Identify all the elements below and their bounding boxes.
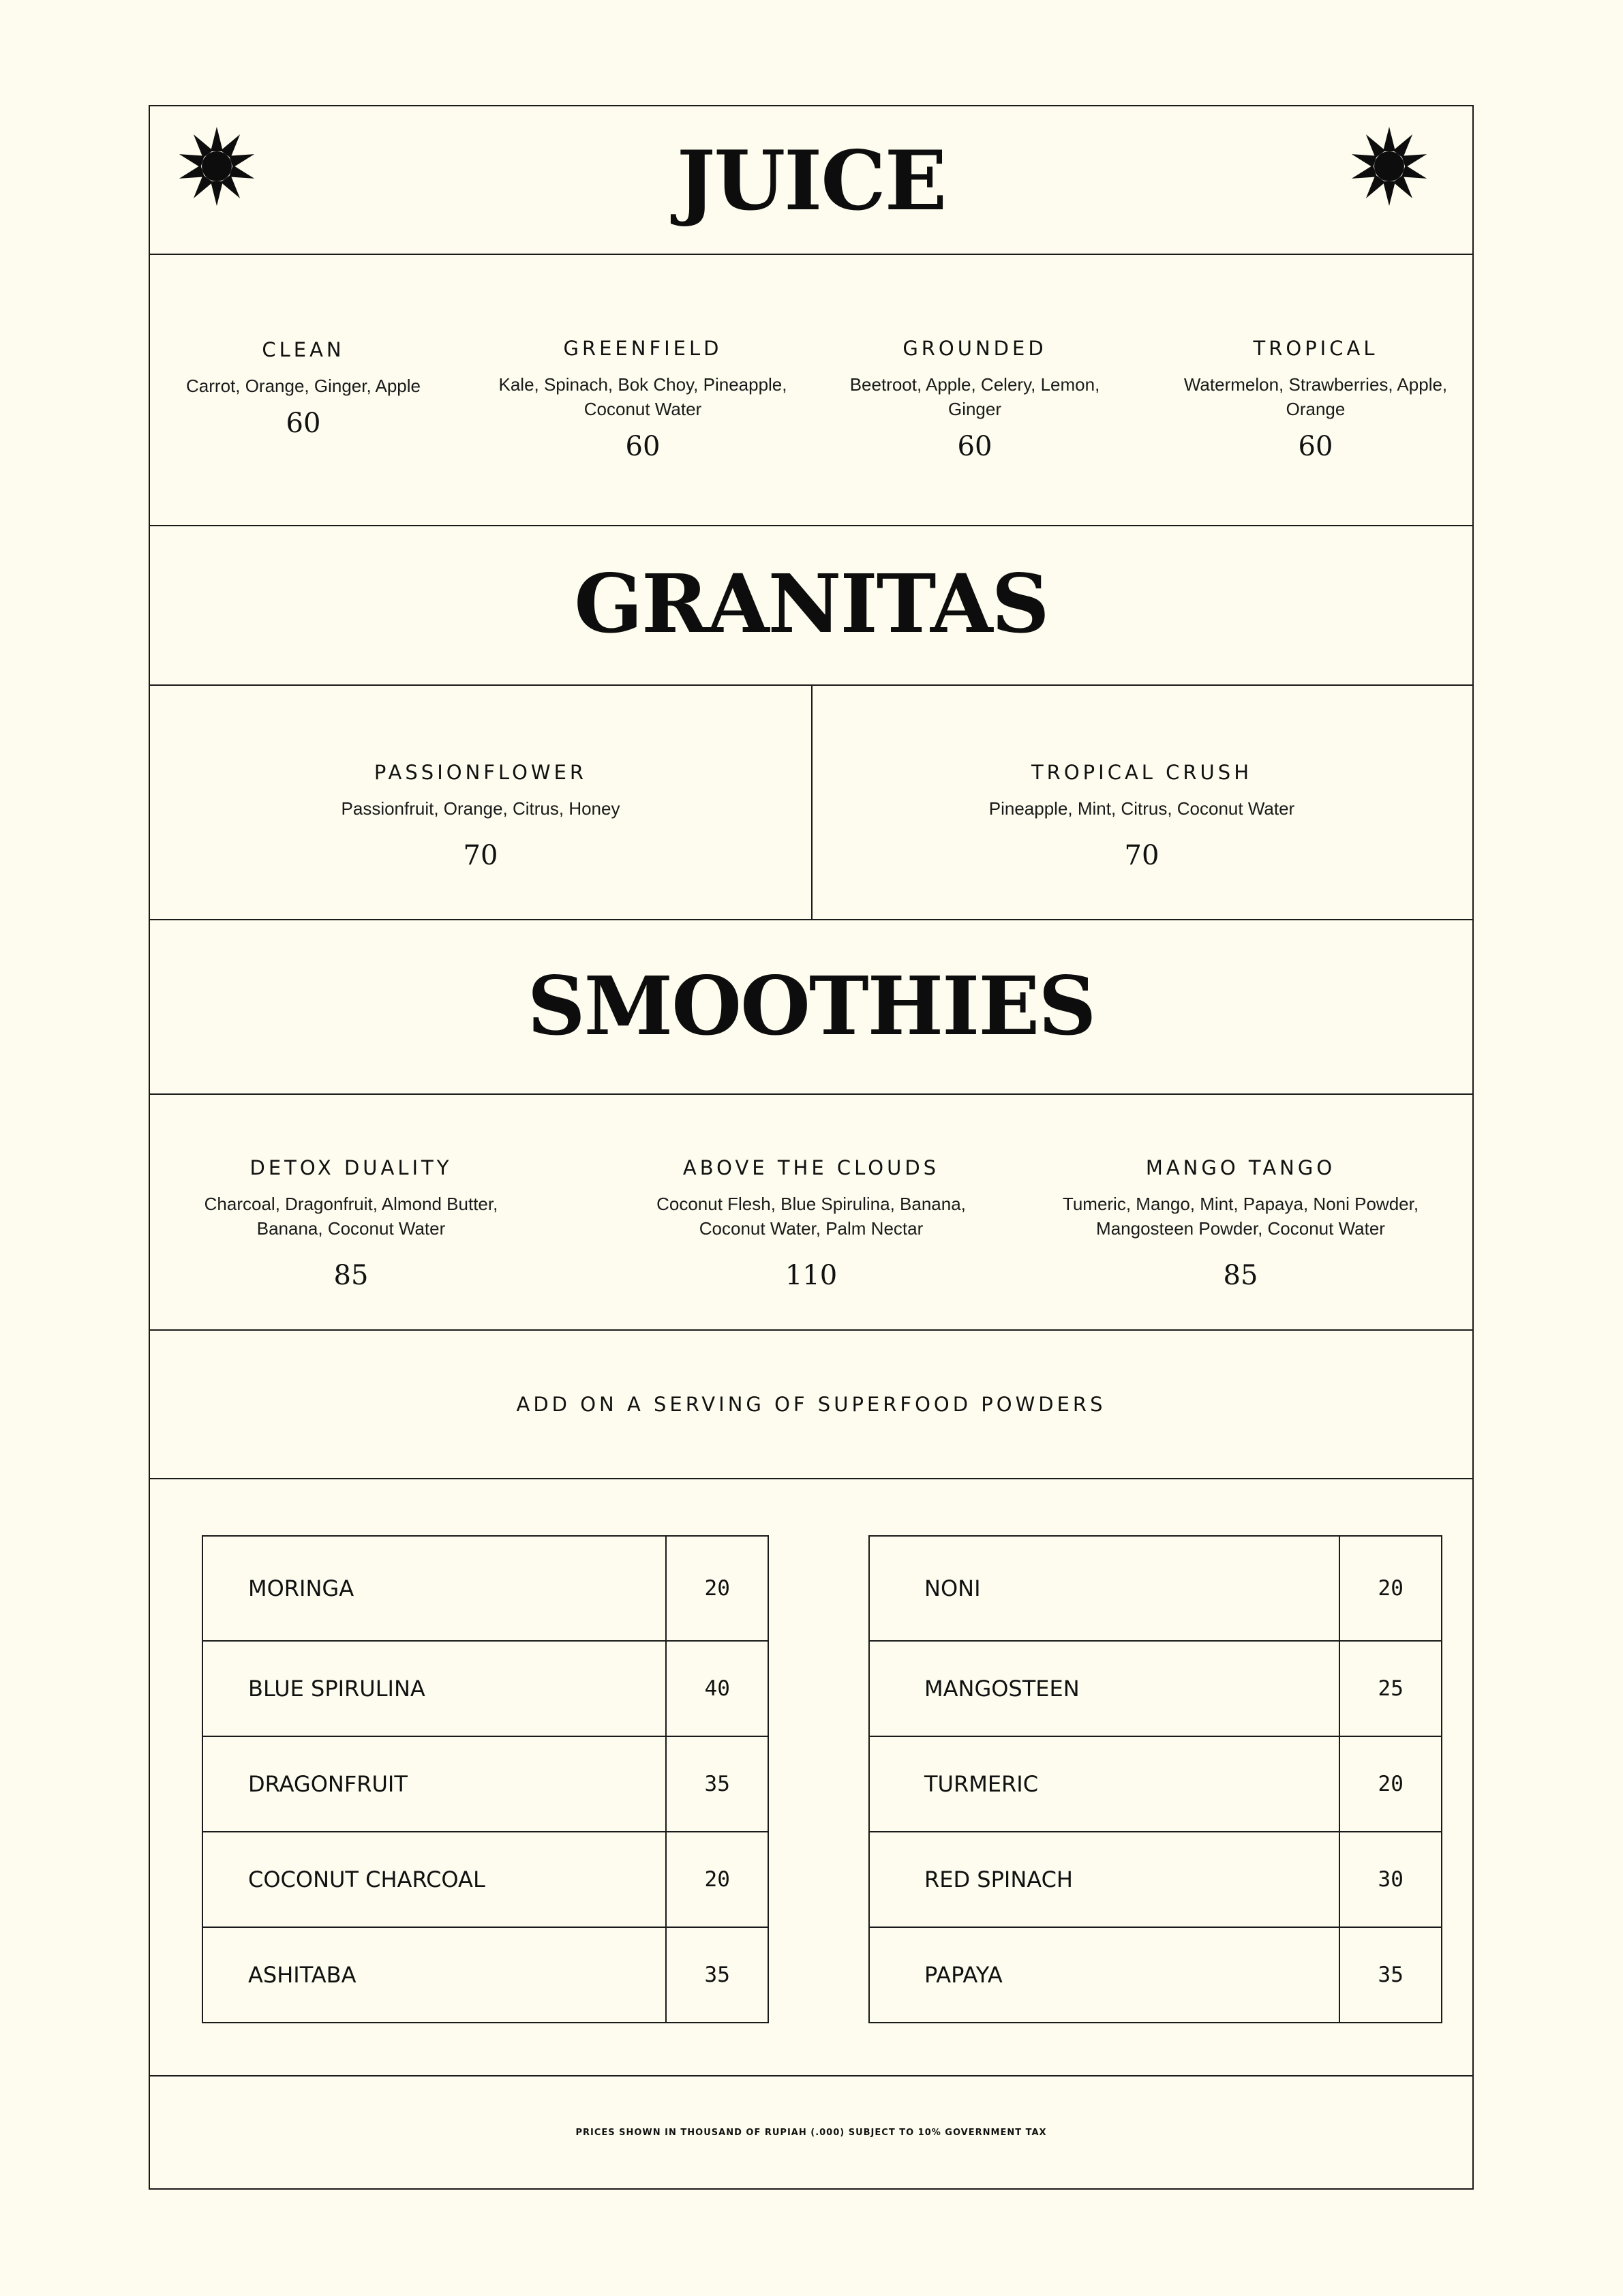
item-price: 85 [1223,1260,1258,1291]
powder-price: 25 [1339,1641,1442,1736]
table-row [869,1641,1442,1736]
tax-note: PRICES SHOWN IN THOUSAND OF RUPIAH (.000) SUBJECT TO 10% GOVERNMENT TAX [575,2128,1047,2138]
powders-table-right [868,1535,1442,2023]
powder-price: 35 [1339,1927,1442,2023]
item-name: DETOX DUALITY [249,1156,453,1179]
item-description: Tumeric, Mango, Mint, Papaya, Noni Powder, Mangosteen Powder, Coconut Water [1062,1194,1419,1239]
item-name: MANGO TANGO [1145,1156,1336,1179]
item-name: TROPICAL [1253,337,1378,360]
juice-items [150,255,1472,526]
powder-price: 20 [1339,1536,1442,1641]
powder-price: 20 [1339,1736,1442,1832]
addon-heading-band [150,1331,1472,1479]
table-row [869,1927,1442,2023]
smoothies-title: SMOOTHIES [527,958,1095,1053]
item-description: Coconut Flesh, Blue Spirulina, Banana, Coconut Water, Palm Nectar [656,1194,966,1239]
powder-price: 20 [666,1832,768,1927]
item-name: CLEAN [262,338,345,361]
item-price: 70 [1124,840,1159,871]
powder-price: 35 [666,1927,768,2023]
table-row [869,1536,1442,1641]
menu-frame [149,105,1474,2190]
smoothies-items [150,1095,1472,1331]
powder-name: ASHITABA [202,1927,666,2023]
table-row [202,1736,768,1832]
footer-band [150,2076,1472,2189]
table-row [202,1536,768,1641]
juice-title: JUICE [676,133,946,229]
item-price: 60 [1298,431,1333,462]
powders-band [150,1479,1472,2076]
menu-item [641,1156,982,1291]
item-name: GREENFIELD [563,337,723,360]
item-description: Watermelon, Strawberries, Apple, Orange [1183,374,1448,419]
table-row [869,1832,1442,1927]
powder-price: 20 [666,1536,768,1641]
powder-name: RED SPINACH [869,1832,1339,1927]
menu-item [184,1156,518,1291]
column-divider [811,686,813,919]
powder-name: DRAGONFRUIT [202,1736,666,1832]
granitas-title: GRANITAS [574,556,1048,651]
item-description: Carrot, Orange, Ginger, Apple [186,376,421,396]
addon-heading: ADD ON A SERVING OF SUPERFOOD POWDERS [516,1393,1106,1416]
powder-price: 30 [1339,1832,1442,1927]
item-description: Charcoal, Dragonfruit, Almond Butter, Banana, Coconut Water [204,1194,498,1239]
item-name: PASSIONFLOWER [374,761,588,784]
item-price: 85 [333,1260,369,1291]
table-row [202,1832,768,1927]
menu-item [1172,337,1459,462]
sun-icon [1348,125,1430,207]
item-name: GROUNDED [902,337,1047,360]
powder-name: MANGOSTEEN [869,1641,1339,1736]
item-price: 60 [957,431,992,462]
smoothies-header [150,920,1472,1095]
powder-name: MORINGA [202,1536,666,1641]
powder-name: TURMERIC [869,1736,1339,1832]
item-description: Pineapple, Mint, Citrus, Coconut Water [988,798,1295,819]
item-description: Kale, Spinach, Bok Choy, Pineapple, Coconut Water [498,374,787,419]
menu-item [1050,1156,1431,1291]
powder-name: NONI [869,1536,1339,1641]
menu-item [838,337,1111,462]
menu-item [920,761,1363,871]
item-name: ABOVE THE CLOUDS [682,1156,940,1179]
menu-item [170,338,436,439]
item-description: Passionfruit, Orange, Citrus, Honey [341,798,620,819]
powder-name: COCONUT CHARCOAL [202,1832,666,1927]
powder-name: BLUE SPIRULINA [202,1641,666,1736]
powder-price: 35 [666,1736,768,1832]
item-description: Beetroot, Apple, Celery, Lemon, Ginger [849,374,1100,419]
granitas-items [150,686,1472,920]
powder-price: 40 [666,1641,768,1736]
table-row [869,1736,1442,1832]
powder-name: PAPAYA [869,1927,1339,2023]
table-row [202,1927,768,2023]
item-price: 70 [463,840,498,871]
item-price: 110 [785,1260,838,1291]
granitas-header [150,526,1472,686]
powders-table-left [202,1535,769,2023]
juice-header [150,106,1472,255]
menu-item [489,337,796,462]
item-name: TROPICAL CRUSH [1031,761,1253,784]
item-price: 60 [625,431,661,462]
item-price: 60 [286,408,321,439]
menu-item [259,761,702,871]
table-row [202,1641,768,1736]
